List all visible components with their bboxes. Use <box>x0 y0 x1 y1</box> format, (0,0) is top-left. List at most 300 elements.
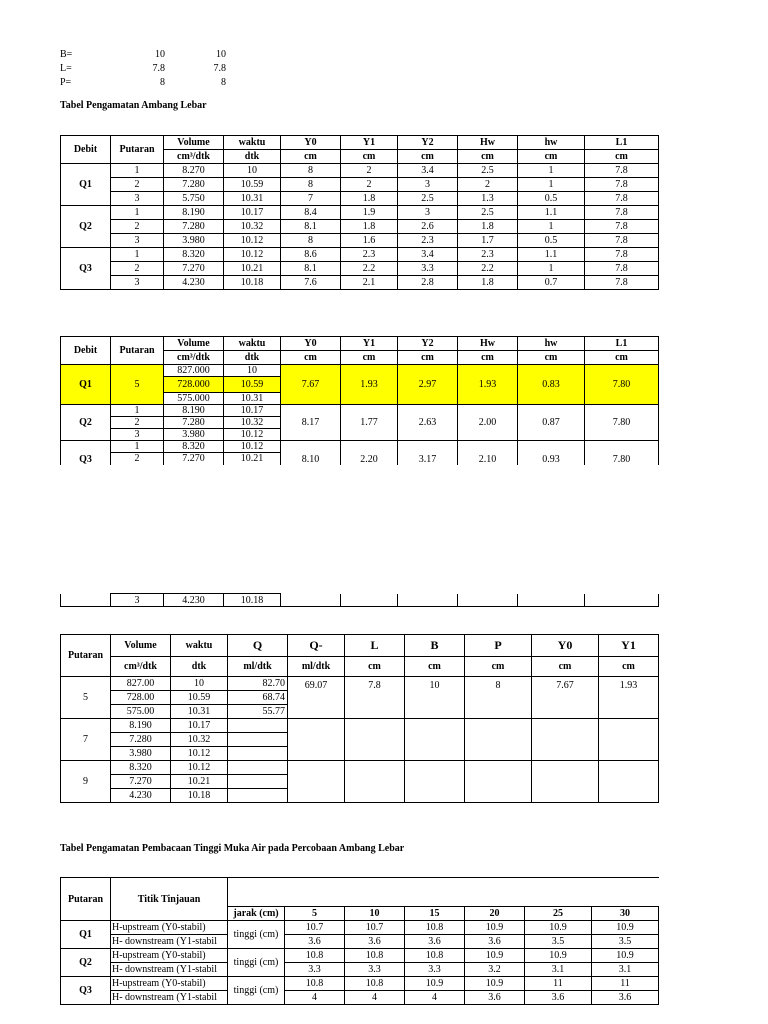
hw-cell: 1.8 <box>458 220 518 234</box>
height-cell: 10.9 <box>525 949 592 963</box>
volume-cell: 7.280 <box>164 220 224 234</box>
height-cell: 10.9 <box>592 949 659 963</box>
avg-y1-cell: 2.20 <box>341 441 398 465</box>
p-cell <box>465 761 532 803</box>
y1-cell: 1.93 <box>599 677 659 719</box>
table-row <box>61 963 659 977</box>
hw-small-cell: 1.1 <box>518 206 585 220</box>
unit-header: cm <box>341 351 398 365</box>
table-row <box>61 276 659 290</box>
putaran-cell: 7 <box>61 719 111 761</box>
avg-y2-cell: 2.97 <box>398 365 458 405</box>
l-cell <box>345 719 405 761</box>
b-cell: 10 <box>405 677 465 719</box>
height-cell: 3.5 <box>592 935 659 949</box>
table-body <box>61 921 659 1005</box>
time-cell: 10.12 <box>224 248 281 262</box>
avg-hw-cell: 1.93 <box>458 365 518 405</box>
y1-cell <box>599 761 659 803</box>
empty-cell <box>518 594 585 607</box>
table-row <box>61 977 659 991</box>
time-cell: 10.31 <box>171 705 228 719</box>
time-cell: 10.59 <box>224 178 281 192</box>
table-row <box>61 949 659 963</box>
param-value: 10 <box>216 49 226 60</box>
putaran-cell: 3 <box>111 192 164 206</box>
tinggi-label: tinggi (cm) <box>228 949 285 977</box>
p-cell <box>465 719 532 761</box>
time-cell: 10.21 <box>171 775 228 789</box>
distance-label: jarak (cm) <box>228 907 285 921</box>
hw-small-cell: 1 <box>518 220 585 234</box>
q-cell <box>228 733 288 747</box>
unit-header: cm <box>518 351 585 365</box>
table-row <box>61 441 659 453</box>
unit-header: ml/dtk <box>228 657 288 677</box>
hw-small-cell: 0.5 <box>518 234 585 248</box>
unit-header: cm <box>458 150 518 164</box>
unit-header: cm³/dtk <box>164 351 224 365</box>
time-cell: 10.59 <box>224 377 281 393</box>
putaran-cell: 9 <box>61 761 111 803</box>
putaran-cell: 2 <box>111 453 164 465</box>
y1-cell: 2 <box>341 164 398 178</box>
l1-cell: 7.8 <box>585 234 659 248</box>
l1-cell: 7.8 <box>585 262 659 276</box>
putaran-cell: 5 <box>111 365 164 405</box>
avg-l1-cell: 7.80 <box>585 365 659 405</box>
distance-header: 25 <box>525 907 592 921</box>
column-header: hw <box>518 337 585 351</box>
height-cell: 11 <box>525 977 592 991</box>
time-cell: 10 <box>171 677 228 691</box>
param-value: 8 <box>160 77 165 88</box>
param-label: B= <box>60 49 73 60</box>
debit-cell: Q3 <box>61 441 111 465</box>
column-header: P <box>465 635 532 657</box>
volume-cell: 7.280 <box>111 733 171 747</box>
time-cell: 10.21 <box>224 453 281 465</box>
q-label-cell: Q2 <box>61 949 111 977</box>
y2-cell: 3 <box>398 206 458 220</box>
unit-header: cm <box>281 351 341 365</box>
unit-header: cm <box>532 657 599 677</box>
column-header: B <box>405 635 465 657</box>
table-row <box>61 164 659 178</box>
time-cell: 10.18 <box>171 789 228 803</box>
empty-cell <box>585 594 659 607</box>
table-body <box>61 677 659 803</box>
avg-y0-cell: 7.67 <box>281 365 341 405</box>
avg-hw-small-cell: 0.83 <box>518 365 585 405</box>
tinggi-label: tinggi (cm) <box>228 977 285 1005</box>
time-cell: 10.18 <box>224 594 281 607</box>
time-cell: 10.17 <box>171 719 228 733</box>
putaran-cell: 2 <box>111 178 164 192</box>
time-cell: 10 <box>224 365 281 377</box>
table-row <box>61 921 659 935</box>
average-table-continuation <box>60 593 659 607</box>
distance-header: 15 <box>405 907 465 921</box>
param-row-p <box>60 76 240 90</box>
time-cell: 10.32 <box>224 220 281 234</box>
table-row <box>61 365 659 377</box>
y2-cell: 3.4 <box>398 164 458 178</box>
table-row <box>61 935 659 949</box>
column-header: Y1 <box>341 136 398 150</box>
unit-header: cm <box>405 657 465 677</box>
column-header: Debit <box>61 136 111 164</box>
y2-cell: 3.3 <box>398 262 458 276</box>
column-header: L1 <box>585 136 659 150</box>
time-cell: 10.12 <box>171 761 228 775</box>
unit-header: cm <box>281 150 341 164</box>
param-block <box>60 48 240 90</box>
table4-title: Tabel Pengamatan Pembacaan Tinggi Muka Air pada Percobaan Ambang Lebar <box>60 843 405 854</box>
putaran-cell: 1 <box>111 405 164 417</box>
column-header: L <box>345 635 405 657</box>
column-header: L1 <box>585 337 659 351</box>
volume-cell: 7.270 <box>111 775 171 789</box>
height-cell: 3.3 <box>285 963 345 977</box>
y0-cell <box>532 761 599 803</box>
hw-cell: 2.5 <box>458 206 518 220</box>
q-label-cell: Q3 <box>61 977 111 1005</box>
param-label: P= <box>60 77 72 88</box>
volume-cell: 8.190 <box>111 719 171 733</box>
y0-cell: 8 <box>281 234 341 248</box>
height-cell: 3.6 <box>285 935 345 949</box>
height-cell: 10.9 <box>592 921 659 935</box>
debit-cell: Q2 <box>61 206 111 248</box>
y2-cell: 3 <box>398 178 458 192</box>
q-avg-cell: 69.07 <box>288 677 345 719</box>
hw-cell: 1.3 <box>458 192 518 206</box>
column-header: Y0 <box>532 635 599 657</box>
putaran-cell: 3 <box>111 234 164 248</box>
avg-l1-cell: 7.80 <box>585 441 659 465</box>
height-cell: 10.8 <box>285 949 345 963</box>
time-cell: 10.17 <box>224 206 281 220</box>
putaran-cell: 1 <box>111 164 164 178</box>
column-header: Volume <box>164 337 224 351</box>
unit-header: dtk <box>224 150 281 164</box>
time-cell: 10.12 <box>171 747 228 761</box>
hw-cell: 2 <box>458 178 518 192</box>
unit-header: cm <box>585 351 659 365</box>
avg-l1-cell: 7.80 <box>585 405 659 441</box>
time-cell: 10.17 <box>224 405 281 417</box>
time-cell: 10.31 <box>224 192 281 206</box>
avg-y2-cell: 2.63 <box>398 405 458 441</box>
b-cell <box>405 761 465 803</box>
volume-cell: 5.750 <box>164 192 224 206</box>
unit-header: cm <box>585 150 659 164</box>
time-cell: 10.59 <box>171 691 228 705</box>
column-header: Debit <box>61 337 111 365</box>
putaran-cell: 2 <box>111 417 164 429</box>
empty-cell <box>281 594 341 607</box>
y1-cell: 2.1 <box>341 276 398 290</box>
l1-cell: 7.8 <box>585 276 659 290</box>
time-cell: 10.12 <box>224 429 281 441</box>
putaran-cell: 3 <box>111 594 164 607</box>
column-header: Putaran <box>61 878 111 921</box>
param-row-l <box>60 62 240 76</box>
downstream-label: H- downstream (Y1-stabil <box>111 963 228 977</box>
y2-cell: 2.8 <box>398 276 458 290</box>
q-cell <box>228 719 288 733</box>
volume-cell: 4.230 <box>164 276 224 290</box>
height-cell: 10.9 <box>465 921 525 935</box>
time-cell: 10.32 <box>224 417 281 429</box>
column-header: waktu <box>224 337 281 351</box>
volume-cell: 728.00 <box>111 691 171 705</box>
volume-cell: 827.000 <box>164 365 224 377</box>
table-row <box>61 262 659 276</box>
column-header: Volume <box>164 136 224 150</box>
volume-cell: 575.00 <box>111 705 171 719</box>
height-cell: 10.7 <box>345 921 405 935</box>
table-row <box>61 220 659 234</box>
column-header: Putaran <box>111 136 164 164</box>
average-table <box>60 336 659 465</box>
y1-cell: 1.8 <box>341 192 398 206</box>
volume-cell: 8.320 <box>164 441 224 453</box>
debit-cell: Q2 <box>61 405 111 441</box>
unit-header: cm³/dtk <box>164 150 224 164</box>
unit-header: cm <box>465 657 532 677</box>
header-row <box>61 878 659 907</box>
q-cell <box>228 761 288 775</box>
p-cell: 8 <box>465 677 532 719</box>
height-cell: 10.8 <box>345 949 405 963</box>
param-value: 7.8 <box>213 63 226 74</box>
q-cell: 82.70 <box>228 677 288 691</box>
param-value: 10 <box>155 49 165 60</box>
l1-cell: 7.8 <box>585 164 659 178</box>
avg-y1-cell: 1.93 <box>341 365 398 405</box>
height-cell: 10.8 <box>405 949 465 963</box>
column-header: Putaran <box>61 635 111 677</box>
volume-cell: 8.190 <box>164 206 224 220</box>
putaran-cell: 1 <box>111 206 164 220</box>
table-row <box>61 192 659 206</box>
hw-cell: 2.2 <box>458 262 518 276</box>
table-row <box>61 761 659 775</box>
putaran-cell: 5 <box>61 677 111 719</box>
height-cell: 3.6 <box>525 991 592 1005</box>
y0-cell: 7 <box>281 192 341 206</box>
height-cell: 4 <box>285 991 345 1005</box>
height-cell: 10.9 <box>465 949 525 963</box>
hw-cell: 1.7 <box>458 234 518 248</box>
height-cell: 3.6 <box>465 991 525 1005</box>
column-header: Y0 <box>281 337 341 351</box>
l-cell <box>345 761 405 803</box>
param-value: 8 <box>221 77 226 88</box>
q-label-cell: Q1 <box>61 921 111 949</box>
time-cell: 10.12 <box>224 234 281 248</box>
y0-cell: 8.6 <box>281 248 341 262</box>
distance-header: 20 <box>465 907 525 921</box>
y2-cell: 3.4 <box>398 248 458 262</box>
table-body <box>61 164 659 290</box>
debit-cell: Q1 <box>61 164 111 206</box>
height-cell: 10.9 <box>465 977 525 991</box>
volume-cell: 4.230 <box>111 789 171 803</box>
empty-cell <box>398 594 458 607</box>
height-cell: 3.3 <box>345 963 405 977</box>
column-header: Volume <box>111 635 171 657</box>
height-cell: 10.7 <box>285 921 345 935</box>
upstream-label: H-upstream (Y0-stabil) <box>111 921 228 935</box>
column-header: Y1 <box>341 337 398 351</box>
avg-hw-cell: 2.10 <box>458 441 518 465</box>
height-cell: 10.8 <box>285 977 345 991</box>
y0-cell: 8 <box>281 178 341 192</box>
unit-header: cm <box>518 150 585 164</box>
y0-cell: 8.1 <box>281 262 341 276</box>
height-cell: 10.9 <box>405 977 465 991</box>
upstream-label: H-upstream (Y0-stabil) <box>111 977 228 991</box>
column-header: waktu <box>171 635 228 657</box>
hw-small-cell: 1 <box>518 164 585 178</box>
putaran-cell: 1 <box>111 441 164 453</box>
q-cell <box>228 747 288 761</box>
y0-cell <box>532 719 599 761</box>
avg-hw-small-cell: 0.87 <box>518 405 585 441</box>
putaran-cell: 2 <box>111 262 164 276</box>
y1-cell: 1.6 <box>341 234 398 248</box>
height-cell: 3.6 <box>465 935 525 949</box>
unit-header: cm <box>458 351 518 365</box>
height-cell: 3.1 <box>592 963 659 977</box>
empty-cell <box>341 594 398 607</box>
table-row <box>61 677 659 691</box>
header-blank <box>228 878 659 907</box>
volume-cell: 3.980 <box>164 429 224 441</box>
unit-header: dtk <box>224 351 281 365</box>
time-cell: 10.32 <box>171 733 228 747</box>
y1-cell <box>599 719 659 761</box>
volume-cell: 7.270 <box>164 453 224 465</box>
volume-cell: 4.230 <box>164 594 224 607</box>
debit-cell: Q3 <box>61 248 111 290</box>
unit-header: cm <box>599 657 659 677</box>
tinggi-label: tinggi (cm) <box>228 921 285 949</box>
hw-cell: 1.8 <box>458 276 518 290</box>
header-row <box>61 136 659 150</box>
downstream-label: H- downstream (Y1-stabil <box>111 991 228 1005</box>
height-cell: 3.3 <box>405 963 465 977</box>
volume-cell: 8.270 <box>164 164 224 178</box>
l1-cell: 7.8 <box>585 178 659 192</box>
time-cell: 10 <box>224 164 281 178</box>
hw-small-cell: 1.1 <box>518 248 585 262</box>
height-cell: 11 <box>592 977 659 991</box>
volume-cell: 728.000 <box>164 377 224 393</box>
column-header: Q- <box>288 635 345 657</box>
y0-cell: 8 <box>281 164 341 178</box>
y1-cell: 2.2 <box>341 262 398 276</box>
putaran-cell: 1 <box>111 248 164 262</box>
y0-cell: 7.67 <box>532 677 599 719</box>
hw-small-cell: 1 <box>518 262 585 276</box>
column-header: waktu <box>224 136 281 150</box>
param-label: L= <box>60 63 72 74</box>
time-cell: 10.18 <box>224 276 281 290</box>
putaran-cell: 2 <box>111 220 164 234</box>
table-row <box>61 405 659 417</box>
volume-cell: 575.000 <box>164 393 224 405</box>
column-header: Y0 <box>281 136 341 150</box>
table-row <box>61 991 659 1005</box>
time-cell: 10.31 <box>224 393 281 405</box>
volume-cell: 8.190 <box>164 405 224 417</box>
l1-cell: 7.8 <box>585 248 659 262</box>
time-cell: 10.21 <box>224 262 281 276</box>
y1-cell: 2 <box>341 178 398 192</box>
height-cell: 10.9 <box>525 921 592 935</box>
empty-cell <box>61 594 111 607</box>
height-cell: 3.6 <box>405 935 465 949</box>
q-avg-cell <box>288 719 345 761</box>
height-cell: 10.8 <box>405 921 465 935</box>
y0-cell: 8.4 <box>281 206 341 220</box>
param-value: 7.8 <box>152 63 165 74</box>
y2-cell: 2.3 <box>398 234 458 248</box>
distance-header: 5 <box>285 907 345 921</box>
avg-hw-cell: 2.00 <box>458 405 518 441</box>
column-header: Hw <box>458 136 518 150</box>
discharge-table <box>60 634 659 803</box>
unit-header: cm <box>398 150 458 164</box>
avg-y1-cell: 1.77 <box>341 405 398 441</box>
height-cell: 3.1 <box>525 963 592 977</box>
y0-cell: 7.6 <box>281 276 341 290</box>
l1-cell: 7.8 <box>585 192 659 206</box>
column-header: hw <box>518 136 585 150</box>
hw-cell: 2.3 <box>458 248 518 262</box>
table-row <box>61 719 659 733</box>
volume-cell: 7.280 <box>164 417 224 429</box>
height-cell: 3.2 <box>465 963 525 977</box>
hw-small-cell: 0.5 <box>518 192 585 206</box>
column-header: Y1 <box>599 635 659 657</box>
column-header: Hw <box>458 337 518 351</box>
y1-cell: 1.8 <box>341 220 398 234</box>
y1-cell: 2.3 <box>341 248 398 262</box>
unit-header: ml/dtk <box>288 657 345 677</box>
param-row-b <box>60 48 240 62</box>
q-cell: 68.74 <box>228 691 288 705</box>
hw-small-cell: 0.7 <box>518 276 585 290</box>
table-row <box>61 248 659 262</box>
volume-cell: 8.320 <box>164 248 224 262</box>
putaran-cell: 3 <box>111 276 164 290</box>
debit-cell: Q1 <box>61 365 111 405</box>
table-row <box>61 206 659 220</box>
b-cell <box>405 719 465 761</box>
column-header: Titik Tinjauan <box>111 878 228 921</box>
table-row <box>61 178 659 192</box>
unit-header: cm <box>345 657 405 677</box>
avg-y0-cell: 8.10 <box>281 441 341 465</box>
table1-title: Tabel Pengamatan Ambang Lebar <box>60 100 207 111</box>
height-cell: 3.5 <box>525 935 592 949</box>
unit-header: dtk <box>171 657 228 677</box>
